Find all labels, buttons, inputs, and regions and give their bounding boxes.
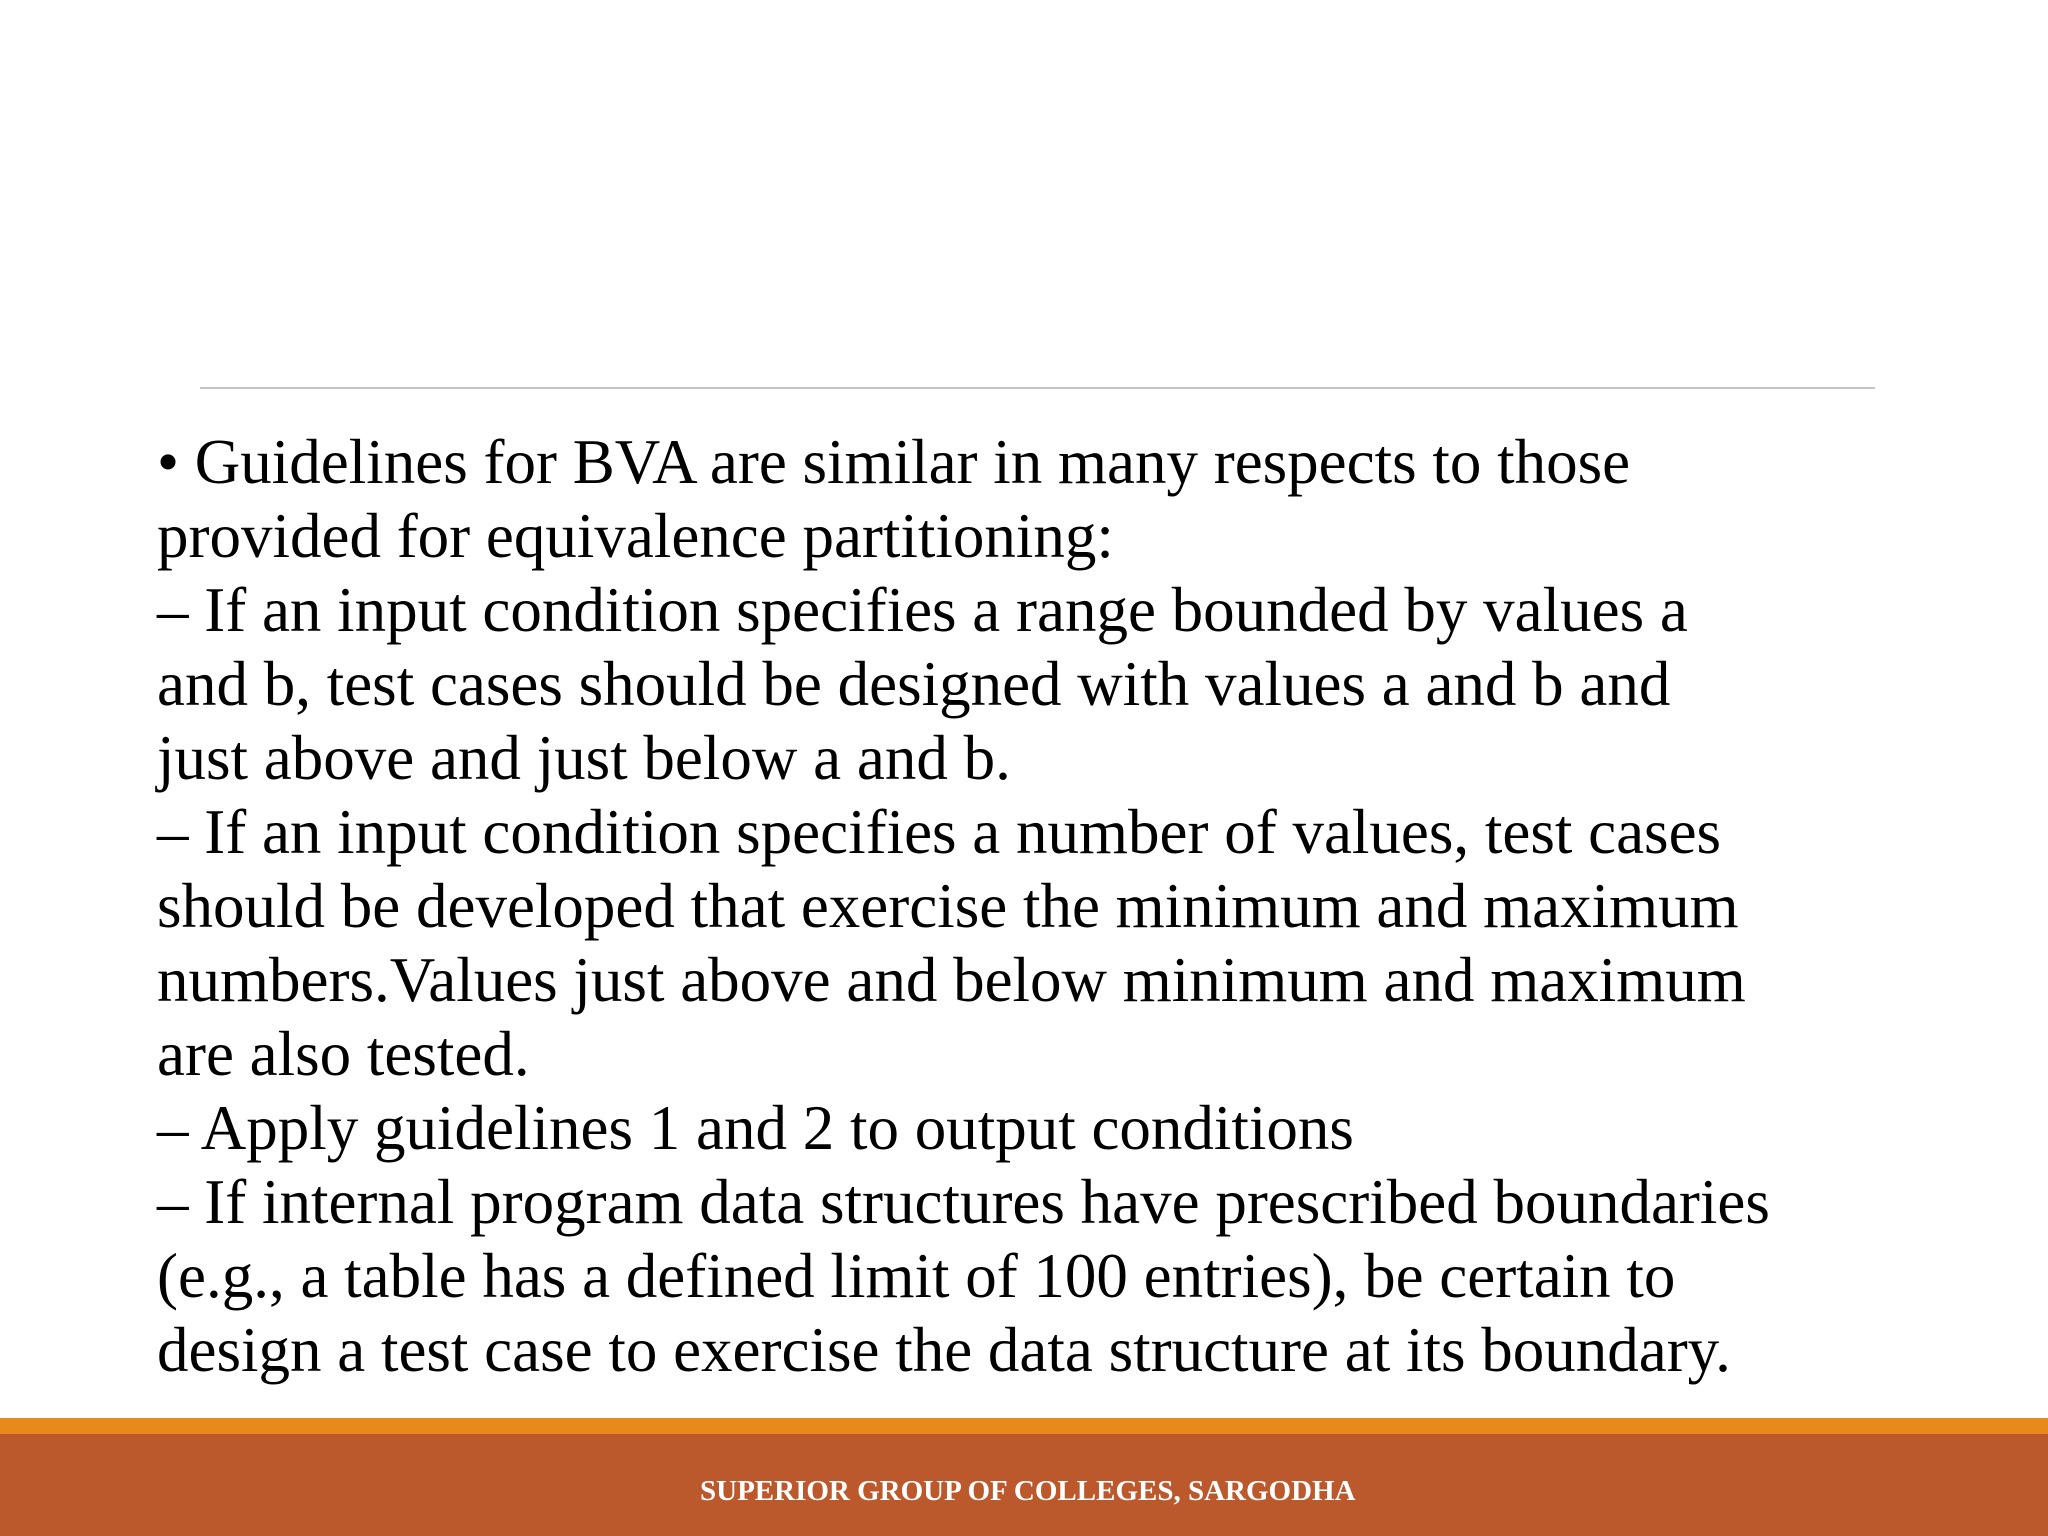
body-line: • Guidelines for BVA are similar in many respects to those bbox=[157, 427, 1631, 497]
slide-body bbox=[157, 425, 2017, 1387]
body-line: are also tested. bbox=[157, 1019, 530, 1089]
body-line: just above and just below a and b. bbox=[157, 723, 1011, 793]
body-line: – If an input condition specifies a number of values, test cases bbox=[157, 797, 1722, 867]
body-line: and b, test cases should be designed with values a and b and bbox=[157, 649, 1671, 719]
body-line: provided for equivalence partitioning: bbox=[157, 501, 1114, 571]
footer-accent-stripe bbox=[0, 1418, 2048, 1434]
body-line: design a test case to exercise the data structure at its boundary. bbox=[157, 1315, 1731, 1385]
body-line: (e.g., a table has a defined limit of 100 entries), be certain to bbox=[157, 1241, 1676, 1311]
body-line: – Apply guidelines 1 and 2 to output conditions bbox=[157, 1093, 1354, 1163]
body-line: – If an input condition specifies a range bounded by values a bbox=[157, 575, 1688, 645]
body-line: should be developed that exercise the minimum and maximum bbox=[157, 871, 1739, 941]
title-divider bbox=[200, 387, 1875, 389]
footer-institution-name: SUPERIOR GROUP OF COLLEGES, SARGODHA bbox=[700, 1475, 1356, 1507]
body-line: – If internal program data structures have prescribed boundaries bbox=[157, 1167, 1770, 1237]
body-line: numbers.Values just above and below minimum and maximum bbox=[157, 945, 1746, 1015]
